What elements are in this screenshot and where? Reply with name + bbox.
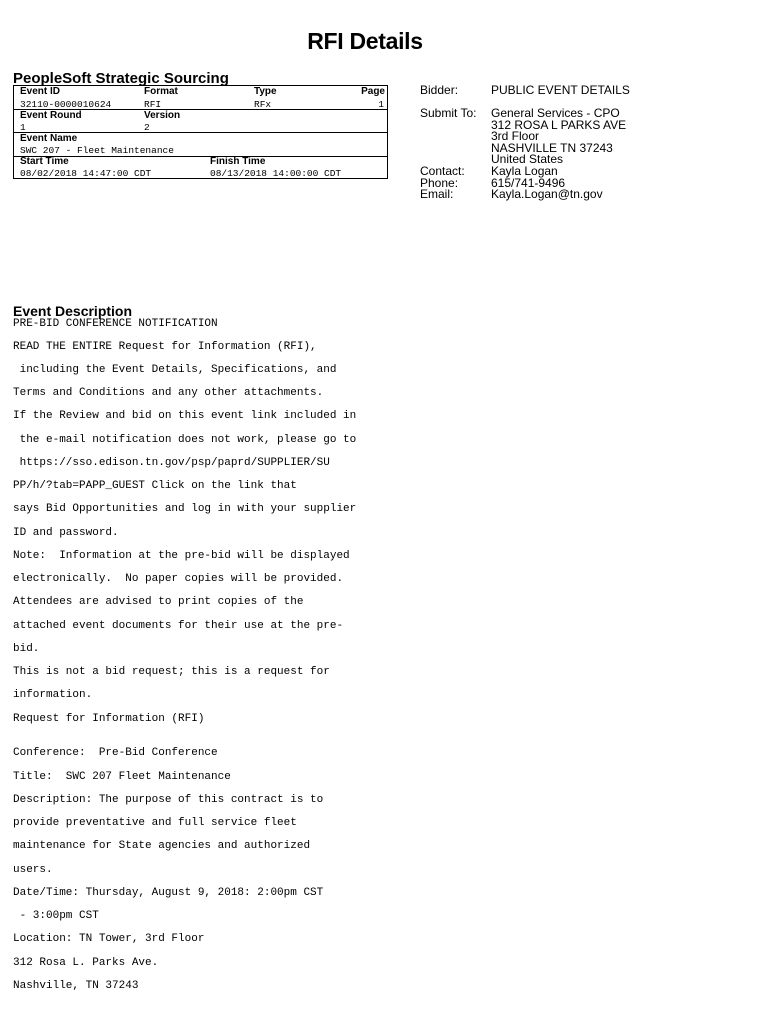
submit-to-line: United States — [491, 152, 564, 166]
description-line: Description: The purpose of this contract is to — [13, 794, 324, 806]
description-line: attached event documents for their use at the pre- — [13, 620, 344, 632]
event-description-heading: Event Description — [13, 303, 133, 319]
submit-to-line: 3rd Floor — [491, 129, 540, 143]
page-title: RFI Details — [307, 28, 423, 54]
description-line: 312 Rosa L. Parks Ave. — [13, 957, 159, 969]
start-time-value: 08/02/2018 14:47:00 CDT — [20, 168, 152, 179]
event-id-value: 32110-0000010624 — [20, 99, 112, 110]
event-round-label: Event Round — [20, 110, 82, 121]
email-label: Email: — [420, 187, 454, 201]
description-line: Conference: Pre-Bid Conference — [13, 747, 218, 759]
phone-label: Phone: — [420, 176, 459, 190]
description-line: https://sso.edison.tn.gov/psp/paprd/SUPPLIER/SU — [13, 457, 330, 469]
version-value: 2 — [144, 122, 150, 133]
type-label: Type — [254, 86, 277, 97]
email-value: Kayla.Logan@tn.gov — [491, 187, 603, 201]
event-name-value: SWC 207 - Fleet Maintenance — [20, 145, 174, 156]
submit-to-line: NASHVILLE TN 37243 — [491, 141, 613, 155]
event-info-box — [13, 85, 388, 179]
description-line: including the Event Details, Specifications, and — [13, 364, 337, 376]
description-line: bid. — [13, 643, 40, 655]
event-round-value: 1 — [20, 122, 26, 133]
description-line: Date/Time: Thursday, August 9, 2018: 2:00pm CST — [13, 887, 324, 899]
finish-time-value: 08/13/2018 14:00:00 CDT — [210, 168, 342, 179]
bidder-label: Bidder: — [420, 83, 459, 97]
format-label: Format — [144, 86, 178, 97]
event-id-label: Event ID — [20, 86, 61, 97]
contact-value: Kayla Logan — [491, 164, 558, 178]
description-line: Attendees are advised to print copies of the — [13, 596, 304, 608]
description-line: the e-mail notification does not work, please go to — [13, 434, 357, 446]
organization-name: PeopleSoft Strategic Sourcing — [13, 70, 229, 87]
description-line: If the Review and bid on this event link included in — [13, 410, 357, 422]
start-time-label: Start Time — [20, 156, 69, 167]
description-line: says Bid Opportunities and log in with your supplier — [13, 503, 357, 515]
description-line: - 3:00pm CST — [13, 910, 99, 922]
event-name-label: Event Name — [20, 133, 78, 144]
description-line: READ THE ENTIRE Request for Information (RFI), — [13, 341, 317, 353]
submit-to-label: Submit To: — [420, 106, 477, 120]
version-label: Version — [144, 110, 181, 121]
description-line: information. — [13, 689, 93, 701]
description-line: PRE-BID CONFERENCE NOTIFICATION — [13, 318, 218, 330]
page-value: 1 — [378, 99, 384, 110]
submit-to-line: General Services - CPO — [491, 106, 620, 120]
description-line: Terms and Conditions and any other attachments. — [13, 387, 324, 399]
description-line: Request for Information (RFI) — [13, 713, 205, 725]
description-line: Title: SWC 207 Fleet Maintenance — [13, 771, 231, 783]
description-line: Note: Information at the pre-bid will be displayed — [13, 550, 350, 562]
page-label: Page — [361, 86, 385, 97]
submit-to-line: 312 ROSA L PARKS AVE — [491, 118, 627, 132]
description-line: Location: TN Tower, 3rd Floor — [13, 933, 205, 945]
finish-time-label: Finish Time — [210, 156, 266, 167]
description-line: Nashville, TN 37243 — [13, 980, 139, 992]
row-divider — [14, 156, 387, 157]
type-value: RFx — [254, 99, 272, 110]
bidder-value: PUBLIC EVENT DETAILS — [491, 83, 630, 97]
contact-label: Contact: — [420, 164, 465, 178]
description-line: PP/h/?tab=PAPP_GUEST Click on the link that — [13, 480, 297, 492]
phone-value: 615/741-9496 — [491, 176, 566, 190]
description-line: users. — [13, 864, 53, 876]
description-line: electronically. No paper copies will be provided. — [13, 573, 344, 585]
description-line: ID and password. — [13, 527, 119, 539]
format-value: RFI — [144, 99, 162, 110]
description-line: provide preventative and full service fleet — [13, 817, 297, 829]
description-line: This is not a bid request; this is a request for — [13, 666, 330, 678]
description-line: maintenance for State agencies and authorized — [13, 840, 311, 852]
